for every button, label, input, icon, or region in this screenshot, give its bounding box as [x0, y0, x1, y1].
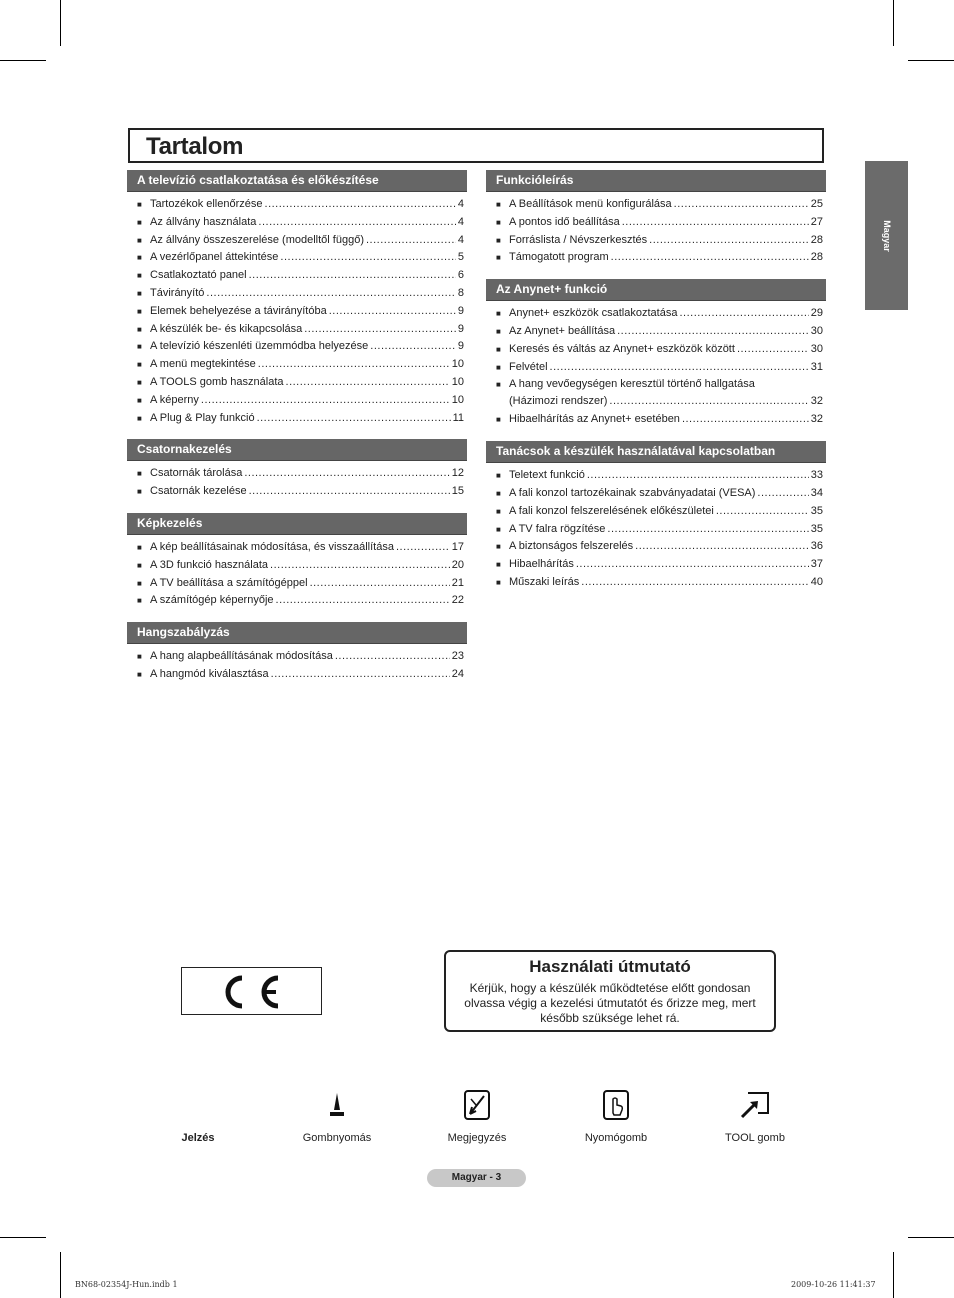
entry-row: [509, 232, 823, 250]
entry-row: [150, 483, 464, 501]
page-title: Tartalom: [146, 133, 244, 160]
entry-row: [509, 503, 823, 521]
dot-leader: [286, 374, 450, 392]
dot-leader: [607, 521, 808, 539]
dot-leader: [280, 249, 455, 267]
entry-row: [509, 214, 823, 232]
toc-entry: [486, 305, 826, 323]
bullet-icon: ■: [137, 578, 142, 588]
entry-label: A képerny: [150, 393, 199, 406]
entry-page-number: 33: [810, 469, 823, 482]
entry-page-number: 36: [810, 540, 823, 553]
entry-label: Teletext funkció: [509, 469, 585, 482]
entry-page-number: 29: [810, 307, 823, 320]
bullet-icon: ■: [496, 560, 501, 570]
entry-label: Csatornák tárolása: [150, 467, 243, 480]
entry-label: A Plug & Play funkció: [150, 411, 255, 424]
bullet-icon: ■: [137, 271, 142, 281]
entry-page-number: 34: [810, 486, 823, 499]
dot-leader: [329, 303, 456, 321]
entry-row: [150, 410, 464, 428]
entry-label: A TV beállítása a számítógéppel: [150, 576, 308, 589]
entry-row: [150, 592, 464, 610]
dot-leader: [258, 356, 450, 374]
entry-label: A biztonságos felszerelés: [509, 540, 634, 553]
manual-heading: Használati útmutató: [529, 957, 691, 976]
entry-label: Az Anynet+ beállítása: [509, 324, 616, 337]
entry-page-number: 4: [457, 215, 464, 228]
bullet-icon: ■: [137, 200, 142, 209]
entry-page-number: 9: [457, 322, 464, 335]
entry-row: [509, 411, 823, 429]
section-heading: A televízió csatlakoztatása és előkészítése: [127, 170, 467, 192]
press-icon: [327, 1090, 347, 1120]
entry-row: [150, 374, 464, 392]
page-number-pill: Magyar - 3: [427, 1169, 526, 1187]
entry-page-number: 27: [810, 215, 823, 228]
dot-leader: [257, 410, 451, 428]
toc-entry: [127, 575, 467, 593]
toc-list: [127, 539, 467, 610]
entry-page-number: 4: [457, 233, 464, 246]
entry-page-number: 5: [457, 251, 464, 264]
entry-page-number: 21: [451, 576, 464, 589]
toc-entry: [127, 232, 467, 250]
entry-row: [509, 196, 823, 214]
entry-page-number: 6: [457, 269, 464, 282]
entry-row: [150, 214, 464, 232]
entry-row: [509, 249, 823, 267]
crop-mark: [60, 0, 61, 46]
crop-mark: [908, 60, 954, 61]
toc-entry: [486, 376, 826, 411]
entry-page-number: 10: [451, 358, 464, 371]
one-touch-button-icon: [601, 1089, 631, 1121]
toc-left-column: [127, 170, 467, 696]
entry-row: [150, 232, 464, 250]
toc-entry: [486, 341, 826, 359]
toc-entry: [486, 214, 826, 232]
entry-label: A vezérlőpanel áttekintése: [150, 251, 279, 264]
toc-section: [127, 439, 467, 501]
bullet-icon: ■: [137, 324, 142, 334]
bullet-icon: ■: [137, 469, 142, 479]
entry-row: [150, 575, 464, 593]
bullet-icon: ■: [496, 415, 501, 425]
entry-row: [509, 574, 823, 592]
entry-label: A TV falra rögzítése: [509, 522, 606, 535]
crop-mark: [893, 0, 894, 46]
legend-label: Jelzés: [181, 1132, 215, 1144]
entry-page-number: 25: [810, 198, 823, 210]
page-title-box: [128, 128, 824, 163]
bullet-icon: ■: [137, 596, 142, 606]
entry-page-number: 10: [451, 375, 464, 388]
entry-row: [150, 303, 464, 321]
toc-entry: [486, 556, 826, 574]
entry-label: A hang vevőegységen keresztül történő hallgatása: [509, 378, 755, 391]
entry-row: [150, 465, 464, 483]
toc-section: [486, 170, 826, 267]
entry-row: [150, 648, 464, 666]
dot-leader: [550, 359, 809, 377]
entry-label: A hang alapbeállításának módosítása: [150, 650, 333, 663]
dot-leader: [276, 592, 450, 610]
entry-page-number: 8: [457, 286, 464, 299]
bullet-icon: ■: [496, 217, 501, 227]
entry-page-number: 35: [810, 522, 823, 535]
crop-mark: [908, 1237, 954, 1238]
entry-page-number: 32: [810, 395, 823, 408]
bullet-icon: ■: [496, 577, 501, 587]
dot-leader: [609, 393, 808, 411]
toc-entry: [127, 410, 467, 428]
entry-page-number: 12: [451, 467, 464, 480]
toc-entry: [127, 648, 467, 666]
entry-row: [509, 538, 823, 556]
bullet-icon: ■: [137, 306, 142, 316]
toc-list: [127, 196, 467, 427]
toc-section: [127, 170, 467, 427]
entry-label: A 3D funkció használata: [150, 558, 269, 571]
entry-label: A pontos idő beállítása: [509, 215, 620, 228]
dot-leader: [716, 503, 809, 521]
entry-page-number: 4: [457, 198, 464, 210]
bullet-icon: ■: [496, 253, 501, 263]
section-heading: Az Anynet+ funkció: [486, 279, 826, 301]
toc-entry: [486, 503, 826, 521]
toc-entry: [127, 196, 467, 214]
dot-leader: [587, 467, 809, 485]
entry-label: Az állvány használata: [150, 215, 257, 228]
entry-row: [509, 359, 823, 377]
toc-entry: [127, 249, 467, 267]
toc-list: [486, 305, 826, 429]
section-heading: Tanácsok a készülék használatával kapcsolatban: [486, 441, 826, 463]
entry-label: Műszaki leírás: [509, 575, 580, 588]
toc-right-column: [486, 170, 826, 604]
entry-label: A hangmód kiválasztása: [150, 667, 269, 680]
note-label: Megjegyzés: [447, 1132, 507, 1144]
entry-row: [150, 321, 464, 339]
footer-file-name: BN68-02354J-Hun.indb 1: [75, 1280, 178, 1289]
press-symbol: [287, 1088, 387, 1144]
bullet-icon: ■: [137, 652, 142, 662]
note-symbol: [427, 1088, 527, 1144]
entry-row: [150, 196, 464, 214]
dot-leader: [581, 574, 808, 592]
entry-row: [509, 393, 823, 411]
toc-entry: [127, 285, 467, 303]
entry-row: [150, 666, 464, 684]
ce-mark-box: [181, 967, 322, 1015]
entry-label: Tartozékok ellenőrzése: [150, 198, 263, 210]
entry-page-number: 24: [451, 667, 464, 680]
bullet-icon: ■: [137, 560, 142, 570]
side-tab-label: Magyar: [881, 219, 892, 252]
dot-leader: [206, 285, 455, 303]
one-touch-label: Nyomógomb: [584, 1132, 648, 1144]
dot-leader: [249, 483, 450, 501]
note-icon: [462, 1089, 492, 1121]
entry-label: A kép beállításainak módosítása, és visszaállítása: [150, 540, 394, 553]
entry-row: [509, 323, 823, 341]
toc-entry: [127, 214, 467, 232]
toc-entry: [486, 249, 826, 267]
entry-label: A számítógép képernyője: [150, 594, 274, 607]
toc-section: [127, 513, 467, 610]
bullet-icon: ■: [496, 471, 501, 481]
bullet-icon: ■: [496, 524, 501, 534]
bullet-icon: ■: [137, 253, 142, 263]
footer-timestamp: 2009-10-26 11:41:37: [791, 1280, 876, 1289]
entry-label: (Házimozi rendszer): [509, 395, 608, 408]
toc-entry: [127, 666, 467, 684]
dot-leader: [757, 485, 808, 503]
entry-label: Támogatott program: [509, 251, 609, 264]
language-side-tab: [865, 161, 908, 310]
bullet-icon: ■: [137, 217, 142, 227]
toc-entry: [127, 592, 467, 610]
crop-mark: [0, 60, 46, 61]
entry-label: Hibaelhárítás: [509, 558, 574, 571]
toc-entry: [127, 267, 467, 285]
toc-section: [486, 441, 826, 592]
bullet-icon: ■: [496, 542, 501, 552]
toc-entry: [127, 338, 467, 356]
dot-leader: [682, 411, 809, 429]
bullet-icon: ■: [137, 487, 142, 497]
toc-entry: [127, 539, 467, 557]
bullet-icon: ■: [496, 362, 501, 372]
dot-leader: [679, 305, 808, 323]
press-label: Gombnyomás: [302, 1132, 372, 1144]
entry-page-number: 30: [810, 324, 823, 337]
toc-entry: [127, 392, 467, 410]
dot-leader: [370, 338, 456, 356]
entry-label: A menü megtekintése: [150, 358, 256, 371]
bullet-icon: ■: [137, 235, 142, 245]
dot-leader: [622, 214, 809, 232]
toc-entry: [127, 557, 467, 575]
entry-page-number: 40: [810, 575, 823, 588]
dot-leader: [304, 321, 456, 339]
toc-list: [486, 467, 826, 592]
bullet-icon: ■: [137, 669, 142, 679]
dot-leader: [271, 666, 450, 684]
bullet-icon: ■: [137, 395, 142, 405]
entry-page-number: 32: [810, 413, 823, 426]
toc-entry: [127, 303, 467, 321]
entry-label: Elemek behelyezése a távirányítóba: [150, 304, 327, 317]
entry-label: A fali konzol tartozékainak szabványadatai (VESA): [509, 486, 756, 499]
entry-row: [150, 338, 464, 356]
toc-section: [486, 279, 826, 429]
entry-row: [509, 556, 823, 574]
bullet-icon: ■: [496, 506, 501, 516]
entry-page-number: 35: [810, 504, 823, 517]
user-manual-notice: [444, 950, 776, 1032]
bullet-icon: ■: [137, 542, 142, 552]
dot-leader: [396, 539, 450, 557]
entry-row: [509, 341, 823, 359]
dot-leader: [335, 648, 450, 666]
tool-button-icon: [738, 1089, 772, 1121]
ce-mark-icon: [182, 968, 323, 1016]
dot-leader: [737, 341, 809, 359]
bullet-icon: ■: [496, 380, 501, 390]
toc-entry: [127, 483, 467, 501]
entry-label: A fali konzol felszerelésének előkészületei: [509, 504, 714, 517]
toc-entry: [127, 374, 467, 392]
entry-page-number: 23: [451, 650, 464, 663]
dot-leader: [635, 538, 809, 556]
bullet-icon: ■: [496, 344, 501, 354]
entry-label: Forráslista / Névszerkesztés: [509, 233, 648, 246]
entry-page-number: 28: [810, 233, 823, 246]
dot-leader: [649, 232, 809, 250]
toc-entry: [127, 465, 467, 483]
entry-label: Hibaelhárítás az Anynet+ esetében: [509, 413, 680, 426]
dot-leader: [674, 196, 809, 214]
crop-mark: [60, 1252, 61, 1298]
entry-row: [150, 249, 464, 267]
bullet-icon: ■: [137, 413, 142, 423]
tool-label: TOOL gomb: [725, 1132, 785, 1144]
section-heading: Hangszabályzás: [127, 622, 467, 644]
entry-row: [509, 485, 823, 503]
dot-leader: [265, 196, 456, 214]
toc-entry: [486, 521, 826, 539]
dot-leader: [611, 249, 809, 267]
crop-mark: [893, 1252, 894, 1298]
dot-leader: [244, 465, 449, 483]
bullet-icon: ■: [496, 488, 501, 498]
toc-entry: [486, 196, 826, 214]
entry-label: A televízió készenléti üzemmódba helyezése: [150, 340, 369, 353]
toc-entry: [486, 232, 826, 250]
dot-leader: [258, 214, 455, 232]
entry-page-number: 11: [452, 411, 464, 424]
bullet-icon: ■: [496, 309, 501, 319]
one-touch-symbol: [566, 1088, 666, 1144]
entry-page-number: 30: [810, 342, 823, 355]
toc-entry: [127, 321, 467, 339]
dot-leader: [576, 556, 809, 574]
dot-leader: [310, 575, 450, 593]
section-heading: Képkezelés: [127, 513, 467, 535]
entry-row: [150, 267, 464, 285]
section-heading: Funkcióleírás: [486, 170, 826, 192]
entry-page-number: 22: [451, 594, 464, 607]
toc-entry: [486, 485, 826, 503]
entry-row: [509, 467, 823, 485]
entry-page-number: 17: [451, 540, 464, 553]
entry-page-number: 20: [451, 558, 464, 571]
toc-list: [486, 196, 826, 267]
entry-label: Távirányító: [150, 286, 205, 299]
entry-label: A Beállítások menü konfigurálása: [509, 198, 672, 210]
bullet-icon: ■: [496, 235, 501, 245]
toc-list: [127, 465, 467, 501]
entry-page-number: 37: [810, 558, 823, 571]
entry-label: Csatlakoztató panel: [150, 269, 247, 282]
entry-row: [150, 285, 464, 303]
entry-label: Anynet+ eszközök csatlakoztatása: [509, 307, 678, 320]
manual-text: Kérjük, hogy a készülék működtetése előtt gondosan olvassa végig a kezelési útmutatót és őrizze meg, mert később szüksége lehet rá.: [464, 981, 756, 1025]
entry-row: [150, 392, 464, 410]
entry-page-number: 31: [810, 360, 823, 373]
entry-row: [509, 521, 823, 539]
dot-leader: [270, 557, 450, 575]
bullet-icon: ■: [137, 377, 142, 387]
entry-label: Keresés és váltás az Anynet+ eszközök között: [509, 342, 735, 355]
toc-entry: [486, 323, 826, 341]
dot-leader: [249, 267, 456, 285]
toc-entry: [486, 359, 826, 377]
bullet-icon: ■: [496, 200, 501, 209]
entry-row: [150, 356, 464, 374]
bullet-icon: ■: [137, 288, 142, 298]
entry-label: A készülék be- és kikapcsolása: [150, 322, 303, 335]
toc-entry: [486, 538, 826, 556]
entry-label: Csatornák kezelése: [150, 485, 247, 498]
toc-section: [127, 622, 467, 684]
section-heading: Csatornakezelés: [127, 439, 467, 461]
toc-entry: [486, 574, 826, 592]
entry-page-number: 15: [451, 485, 464, 498]
toc-entry: [486, 467, 826, 485]
toc-list: [127, 648, 467, 684]
entry-page-number: 9: [457, 340, 464, 353]
entry-label: Felvétel: [509, 360, 548, 373]
bullet-icon: ■: [496, 326, 501, 336]
toc-entry: [127, 356, 467, 374]
entry-page-number: 28: [810, 251, 823, 264]
entry-row: [150, 557, 464, 575]
bullet-icon: ■: [137, 342, 142, 352]
dot-leader: [201, 392, 450, 410]
entry-label: A TOOLS gomb használata: [150, 375, 284, 388]
dot-leader: [617, 323, 809, 341]
entry-page-number: 9: [457, 304, 464, 317]
entry-row: [150, 539, 464, 557]
crop-mark: [0, 1237, 46, 1238]
entry-row: [509, 305, 823, 323]
toc-entry: [486, 411, 826, 429]
dot-leader: [366, 232, 456, 250]
entry-page-number: 10: [451, 393, 464, 406]
bullet-icon: ■: [137, 360, 142, 370]
entry-label: Az állvány összeszerelése (modelltől függő): [150, 233, 364, 246]
tool-symbol: [705, 1088, 805, 1144]
